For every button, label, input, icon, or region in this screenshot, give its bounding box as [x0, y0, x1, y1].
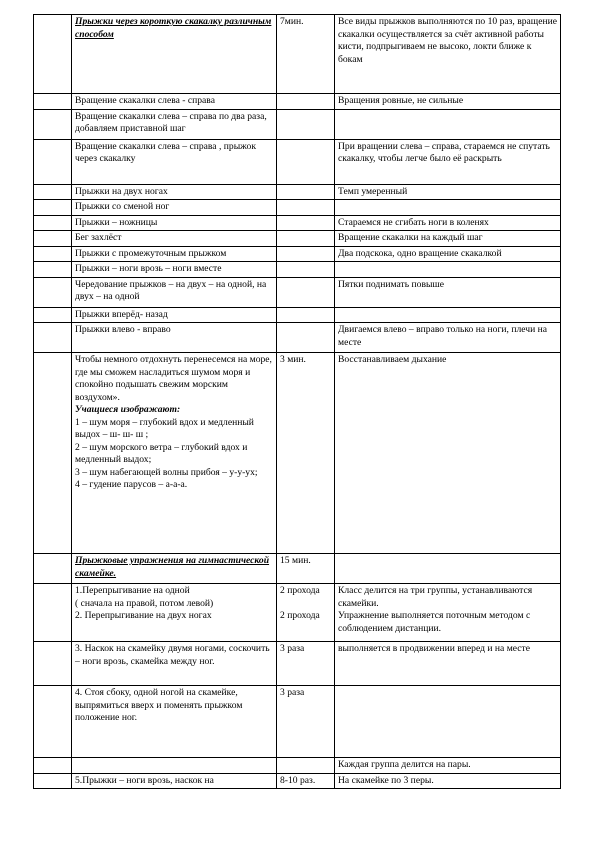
- empty-cell: [34, 109, 72, 139]
- instruction-cell: Стараемся не сгибать ноги в коленях: [335, 215, 561, 231]
- exercise-cell: 4. Стоя сбоку, одной ногой на скамейке, выпрямиться вверх и поменять прыжком положение ног.: [72, 686, 277, 758]
- empty-cell: [34, 15, 72, 94]
- dosage-cell: 8-10 раз.: [277, 773, 335, 789]
- dosage-cell: [277, 94, 335, 110]
- exercise-cell: Прыжки со сменой ног: [72, 200, 277, 216]
- table-row: [34, 246, 561, 262]
- exercise-text: 1.Перепрыгивание на одной ( сначала на правой, потом левой) 2. Перепрыгивание на двух ногах: [75, 585, 214, 621]
- table-row: [34, 139, 561, 184]
- dosage-cell: 3 раза: [277, 642, 335, 686]
- dosage-cell: [277, 184, 335, 200]
- relax-item: 1 – шум моря – глубокий вдох и медленный выдох – ш- ш- ш ;: [75, 416, 254, 440]
- instruction-cell: [335, 686, 561, 758]
- instruction-cell: [335, 109, 561, 139]
- exercise-cell: Прыжки с промежуточным прыжком: [72, 246, 277, 262]
- instruction-cell: Темп умеренный: [335, 184, 561, 200]
- exercise-cell: 5.Прыжки – ноги врозь, наскок на: [72, 773, 277, 789]
- exercise-cell: [72, 15, 277, 94]
- dosage-cell: [277, 262, 335, 278]
- instruction-cell: [335, 200, 561, 216]
- table-row: [34, 554, 561, 584]
- dosage-cell: [277, 139, 335, 184]
- table-row: [34, 184, 561, 200]
- table-row: [34, 323, 561, 353]
- exercise-cell: Бег захлёст: [72, 231, 277, 247]
- empty-cell: [34, 584, 72, 642]
- empty-cell: [34, 353, 72, 554]
- relax-item: 2 – шум морского ветра – глубокий вдох и медленный выдох;: [75, 441, 248, 465]
- table-row: [34, 15, 561, 94]
- dosage-cell: [277, 109, 335, 139]
- relax-item: 3 – шум набегающей волны прибоя – у-у-ух;: [75, 466, 258, 478]
- exercise-cell: Прыжки влево - вправо: [72, 323, 277, 353]
- dosage-cell: [277, 231, 335, 247]
- table-row: [34, 231, 561, 247]
- instruction-cell: [335, 584, 561, 642]
- table-row: [34, 200, 561, 216]
- dosage-cell: [277, 584, 335, 642]
- empty-cell: [34, 323, 72, 353]
- empty-cell: [34, 262, 72, 278]
- exercise-cell: Вращение скакалки слева – справа по два раза, добавляем приставной шаг: [72, 109, 277, 139]
- dosage-cell: 3 мин.: [277, 353, 335, 554]
- instruction-cell: Двигаемся влево – вправо только на ноги, плечи на месте: [335, 323, 561, 353]
- exercise-cell: [72, 584, 277, 642]
- empty-cell: [34, 773, 72, 789]
- relax-item: 4 – гудение парусов – а-а-а.: [75, 479, 188, 490]
- instruction-cell: выполняется в продвижении вперед и на месте: [335, 642, 561, 686]
- dosage-cell: [277, 307, 335, 323]
- empty-cell: [34, 200, 72, 216]
- exercise-cell: Прыжки – ножницы: [72, 215, 277, 231]
- instruction-cell: Каждая группа делится на пары.: [335, 758, 561, 774]
- exercise-cell: Вращение скакалки слева – справа , прыжок через скакалку: [72, 139, 277, 184]
- dosage-text: 2 прохода 2 прохода: [280, 585, 320, 621]
- empty-cell: [34, 642, 72, 686]
- dosage-cell: [277, 200, 335, 216]
- empty-cell: [34, 277, 72, 307]
- instruction-cell: [335, 307, 561, 323]
- instruction-cell: Вращения ровные, не сильные: [335, 94, 561, 110]
- instruction-cell: На скамейке по 3 перы.: [335, 773, 561, 789]
- relax-row: [34, 353, 561, 554]
- table-row: [34, 109, 561, 139]
- dosage-cell: [277, 277, 335, 307]
- table-row: [34, 277, 561, 307]
- dosage-cell: [277, 758, 335, 774]
- empty-cell: [34, 307, 72, 323]
- exercise-cell: Прыжки вперёд- назад: [72, 307, 277, 323]
- dosage-cell: 15 мин.: [277, 554, 335, 584]
- relax-cell: [72, 353, 277, 554]
- lesson-table: [33, 14, 561, 789]
- empty-cell: [34, 184, 72, 200]
- empty-cell: [34, 758, 72, 774]
- dosage-cell: 3 раза: [277, 686, 335, 758]
- table-row: [34, 686, 561, 758]
- empty-cell: [34, 139, 72, 184]
- dosage-cell: [277, 323, 335, 353]
- exercise-cell: 3. Наскок на скамейку двумя ногами, соскочить – ноги врозь, скамейка между ног.: [72, 642, 277, 686]
- exercise-cell: [72, 554, 277, 584]
- instruction-cell: [335, 262, 561, 278]
- empty-cell: [34, 686, 72, 758]
- table-row: [34, 584, 561, 642]
- empty-cell: [34, 215, 72, 231]
- dosage-cell: [277, 215, 335, 231]
- relax-heading: Учащиеся изображают:: [75, 404, 181, 415]
- exercise-cell: [72, 758, 277, 774]
- table-row: [34, 642, 561, 686]
- table-row: [34, 773, 561, 789]
- instruction-cell: При вращении слева – справа, стараемся не спутать скакалку, чтобы легче было её раскрыть: [335, 139, 561, 184]
- table-row: [34, 758, 561, 774]
- section-title: Прыжковые упражнения на гимнастической скамейке.: [75, 555, 270, 579]
- table-row: [34, 262, 561, 278]
- instruction-text: Класс делится на три группы, устанавливаются скамейки. Упражнение выполняется поточным методом с соблюдением дистанции.: [338, 585, 533, 634]
- exercise-cell: Чередование прыжков – на двух – на одной, на двух – на одной: [72, 277, 277, 307]
- relax-intro: Чтобы немного отдохнуть перенесемся на море, где мы сможем насладиться шумом моря и спокойно подышать свежим морским воздухом».: [75, 354, 272, 403]
- table-row: [34, 215, 561, 231]
- dosage-cell: 7мин.: [277, 15, 335, 94]
- instruction-cell: Восстанавливаем дыхание: [335, 353, 561, 554]
- empty-cell: [34, 554, 72, 584]
- dosage-cell: [277, 246, 335, 262]
- empty-cell: [34, 231, 72, 247]
- instruction-cell: Два подскока, одно вращение скакалкой: [335, 246, 561, 262]
- instruction-cell: Вращение скакалки на каждый шаг: [335, 231, 561, 247]
- exercise-cell: Прыжки на двух ногах: [72, 184, 277, 200]
- exercise-cell: Прыжки – ноги врозь – ноги вместе: [72, 262, 277, 278]
- instruction-cell: [335, 554, 561, 584]
- section-title: Прыжки через короткую скакалку различным способом: [75, 16, 272, 40]
- instruction-cell: Все виды прыжков выполняются по 10 раз, вращение скакалки осуществляется за счёт активной работы кисти, подпрыгиваем не высоко, локти ближе к бокам: [335, 15, 561, 94]
- table-row: [34, 94, 561, 110]
- exercise-cell: Вращение скакалки слева - справа: [72, 94, 277, 110]
- instruction-cell: Пятки поднимать повыше: [335, 277, 561, 307]
- empty-cell: [34, 94, 72, 110]
- empty-cell: [34, 246, 72, 262]
- table-row: [34, 307, 561, 323]
